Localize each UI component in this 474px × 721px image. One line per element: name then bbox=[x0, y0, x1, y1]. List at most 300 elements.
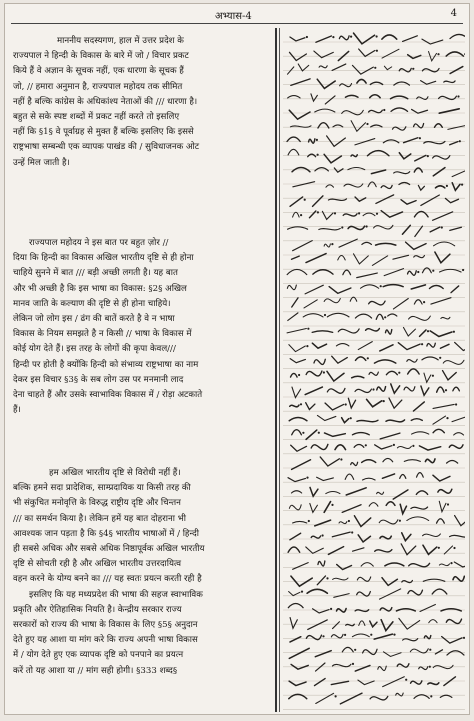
shorthand-stroke bbox=[455, 516, 465, 526]
shorthand-dot bbox=[306, 477, 308, 479]
text-line: और भी अच्छी है कि इस भाषा का विकास: §2§ अखिल bbox=[13, 282, 271, 297]
shorthand-stroke bbox=[380, 345, 393, 351]
shorthand-stroke bbox=[433, 156, 450, 160]
shorthand-stroke bbox=[401, 200, 416, 204]
shorthand-dot bbox=[450, 562, 452, 564]
shorthand-dot bbox=[376, 213, 378, 215]
shorthand-stroke bbox=[409, 563, 430, 566]
shorthand-stroke bbox=[386, 502, 395, 506]
shorthand-stroke bbox=[388, 314, 397, 316]
shorthand-stroke bbox=[342, 418, 349, 423]
text-line: हिन्दी पर होती है क्योंकि हिन्दी को संभाव्य राष्ट्रभाषा का नाम bbox=[13, 358, 271, 373]
shorthand-dot bbox=[439, 357, 441, 359]
shorthand-stroke bbox=[361, 563, 373, 566]
shorthand-stroke bbox=[314, 359, 325, 364]
shorthand-stroke bbox=[288, 478, 305, 482]
shorthand-stroke bbox=[319, 66, 327, 68]
shorthand-stroke bbox=[315, 109, 335, 112]
shorthand-dot bbox=[302, 432, 304, 434]
shorthand-dot bbox=[412, 445, 414, 447]
shorthand-stroke bbox=[421, 386, 429, 395]
shorthand-stroke bbox=[292, 256, 300, 259]
shorthand-dot bbox=[441, 226, 443, 228]
shorthand-stroke bbox=[393, 255, 409, 259]
shorthand-stroke bbox=[367, 151, 388, 156]
shorthand-dot bbox=[300, 214, 302, 216]
shorthand-dot bbox=[447, 503, 449, 505]
shorthand-stroke bbox=[329, 287, 351, 294]
shorthand-dot bbox=[376, 50, 378, 52]
shorthand-dot bbox=[393, 634, 395, 636]
shorthand-dot bbox=[455, 403, 457, 405]
shorthand-stroke bbox=[288, 227, 308, 229]
shorthand-dot bbox=[383, 109, 385, 111]
shorthand-stroke bbox=[383, 285, 403, 287]
shorthand-dot bbox=[330, 608, 332, 610]
shorthand-stroke bbox=[377, 387, 386, 392]
shorthand-stroke bbox=[381, 211, 402, 218]
shorthand-stroke bbox=[332, 356, 348, 363]
shorthand-stroke bbox=[453, 387, 460, 391]
shorthand-stroke bbox=[415, 226, 423, 236]
shorthand-stroke bbox=[433, 429, 444, 432]
shorthand-stroke bbox=[317, 477, 334, 480]
shorthand-stroke bbox=[442, 637, 462, 644]
text-line: देते हुए यह आशा या मांग करे कि राज्य अपनी भाषा विकास bbox=[13, 633, 271, 648]
shorthand-stroke bbox=[287, 137, 300, 141]
shorthand-dot bbox=[427, 330, 429, 332]
shorthand-stroke bbox=[413, 402, 424, 411]
text-line: देकर इस विचार §3§ के सब लोग उस पर मनमानी लाद bbox=[13, 373, 271, 388]
shorthand-stroke bbox=[391, 108, 408, 111]
shorthand-dot bbox=[304, 199, 306, 201]
shorthand-stroke bbox=[306, 371, 322, 376]
shorthand-stroke bbox=[376, 195, 394, 204]
shorthand-stroke bbox=[427, 343, 435, 347]
shorthand-stroke bbox=[369, 110, 383, 113]
shorthand-stroke bbox=[369, 503, 378, 507]
shorthand-dot bbox=[427, 155, 429, 157]
shorthand-stroke bbox=[435, 186, 444, 188]
shorthand-stroke bbox=[304, 300, 317, 308]
shorthand-stroke bbox=[439, 564, 449, 566]
shorthand-stroke bbox=[288, 547, 300, 552]
paragraph-1 bbox=[13, 34, 271, 171]
shorthand-stroke bbox=[399, 618, 420, 629]
shorthand-stroke bbox=[381, 185, 392, 188]
shorthand-stroke bbox=[314, 51, 333, 58]
shorthand-stroke bbox=[419, 446, 440, 450]
shorthand-stroke bbox=[416, 491, 427, 495]
shorthand-stroke bbox=[352, 65, 373, 74]
shorthand-stroke bbox=[298, 64, 308, 71]
shorthand-stroke bbox=[422, 268, 431, 273]
shorthand-stroke bbox=[447, 651, 464, 655]
text-line: सरकारों को राज्य की भाषा के विकास के लिए §5§ अनुदान bbox=[13, 618, 271, 633]
shorthand-stroke bbox=[313, 609, 330, 613]
page-number: 4 bbox=[451, 8, 457, 19]
shorthand-stroke bbox=[371, 125, 382, 127]
shorthand-stroke bbox=[311, 536, 320, 538]
shorthand-stroke bbox=[441, 317, 450, 319]
shorthand-stroke bbox=[417, 473, 424, 478]
shorthand-stroke bbox=[421, 81, 436, 85]
header-rule bbox=[11, 23, 463, 24]
shorthand-stroke bbox=[293, 212, 300, 217]
shorthand-stroke bbox=[450, 535, 465, 537]
shorthand-stroke bbox=[342, 110, 364, 115]
shorthand-stroke bbox=[400, 504, 406, 513]
shorthand-dot bbox=[348, 520, 350, 522]
shorthand-dot bbox=[372, 388, 374, 390]
shorthand-stroke bbox=[382, 35, 397, 39]
shorthand-stroke bbox=[289, 648, 309, 658]
shorthand-stroke bbox=[435, 124, 443, 127]
column-divider-inner bbox=[279, 28, 280, 712]
shorthand-stroke bbox=[438, 489, 452, 493]
shorthand-stroke bbox=[434, 242, 455, 246]
shorthand-stroke bbox=[385, 563, 404, 566]
shorthand-stroke bbox=[380, 536, 391, 539]
shorthand-stroke bbox=[291, 491, 301, 493]
shorthand-stroke bbox=[288, 604, 303, 608]
shorthand-stroke bbox=[371, 170, 385, 174]
shorthand-stroke bbox=[439, 109, 459, 113]
shorthand-stroke bbox=[444, 81, 455, 83]
shorthand-stroke bbox=[375, 550, 392, 552]
text-line: लेकिन जो लोग इस / ढंग की बातें करते है वे न भाषा bbox=[13, 312, 271, 327]
shorthand-stroke bbox=[292, 430, 302, 435]
shorthand-stroke bbox=[293, 563, 309, 570]
shorthand-dot bbox=[412, 68, 414, 70]
shorthand-stroke bbox=[357, 273, 378, 278]
shorthand-stroke bbox=[343, 214, 357, 216]
shorthand-stroke bbox=[375, 445, 392, 449]
shorthand-stroke bbox=[444, 546, 452, 554]
shorthand-stroke bbox=[311, 94, 317, 101]
shorthand-dot bbox=[332, 36, 334, 38]
shorthand-exercise-page bbox=[4, 3, 470, 715]
shorthand-dot bbox=[399, 520, 401, 522]
shorthand-stroke bbox=[320, 457, 339, 466]
shorthand-dot bbox=[445, 389, 447, 391]
shorthand-dot bbox=[366, 225, 368, 227]
shorthand-stroke bbox=[443, 371, 457, 380]
text-line: नहीं है बल्कि कांग्रेस के अधिकांश्य नेताओं की /// धारणा है। bbox=[13, 95, 271, 110]
shorthand-stroke bbox=[376, 314, 383, 319]
shorthand-stroke bbox=[437, 519, 445, 523]
shorthand-stroke bbox=[359, 621, 365, 626]
shorthand-stroke bbox=[396, 693, 403, 696]
shorthand-stroke bbox=[332, 532, 350, 537]
shorthand-dot bbox=[306, 36, 308, 38]
shorthand-stroke bbox=[339, 239, 357, 247]
shorthand-stroke bbox=[303, 314, 323, 317]
shorthand-stroke bbox=[425, 459, 435, 463]
shorthand-dot bbox=[350, 417, 352, 419]
shorthand-dot bbox=[334, 212, 336, 214]
shorthand-stroke bbox=[380, 433, 400, 439]
shorthand-stroke bbox=[289, 681, 306, 685]
shorthand-dot bbox=[345, 403, 347, 405]
shorthand-stroke bbox=[403, 639, 418, 641]
shorthand-dot bbox=[419, 137, 421, 139]
shorthand-stroke bbox=[370, 696, 388, 700]
shorthand-stroke bbox=[357, 420, 378, 421]
shorthand-stroke bbox=[352, 433, 369, 435]
shorthand-stroke bbox=[383, 458, 393, 461]
shorthand-stroke bbox=[352, 376, 364, 378]
shorthand-stroke bbox=[313, 196, 323, 206]
text-line: राज्यपाल महोदय ने इस बात पर बहुत ज़ोर // bbox=[13, 236, 271, 251]
shorthand-stroke bbox=[379, 520, 398, 524]
shorthand-stroke bbox=[424, 373, 431, 382]
shorthand-dot bbox=[331, 243, 333, 245]
text-line: इसलिए कि यह मध्यप्रदेश की भाषा की सहज स्वाभाविक bbox=[13, 588, 271, 603]
text-line: जो, // हमारा अनुमान है, राज्यपाल महोदय तक सीमित bbox=[13, 80, 271, 95]
shorthand-stroke bbox=[355, 139, 375, 145]
shorthand-stroke bbox=[374, 225, 393, 229]
shorthand-stroke bbox=[289, 110, 310, 119]
shorthand-stroke bbox=[403, 327, 415, 336]
shorthand-dot bbox=[323, 371, 325, 373]
shorthand-stroke bbox=[342, 647, 353, 651]
shorthand-stroke bbox=[308, 620, 327, 630]
shorthand-stroke bbox=[424, 141, 445, 143]
shorthand-stroke bbox=[362, 460, 376, 463]
shorthand-stroke bbox=[287, 269, 307, 274]
shorthand-dot bbox=[417, 271, 419, 273]
shorthand-stroke bbox=[332, 64, 346, 70]
shorthand-stroke bbox=[443, 360, 464, 364]
shorthand-stroke bbox=[332, 664, 351, 666]
text-line: आवश्यक जान पड़ता है कि §4§ भारतीय भाषाओं में / हिन्दी bbox=[13, 527, 271, 542]
text-line: राज्यपाल ने हिन्दी के विकास के बारे में जो / विचार प्रकट bbox=[13, 49, 271, 64]
shorthand-stroke bbox=[414, 255, 425, 257]
shorthand-stroke bbox=[306, 403, 315, 410]
shorthand-stroke bbox=[383, 677, 405, 687]
shorthand-stroke bbox=[420, 330, 426, 336]
shorthand-dot bbox=[365, 444, 367, 446]
text-line: /// का समर्थन किया है। लेकिन हमें यह बात दोहराना भी bbox=[13, 512, 271, 527]
shorthand-stroke bbox=[289, 417, 307, 420]
text-line: विकास के नियम समझते है न किसी // भाषा के विकास में bbox=[13, 327, 271, 342]
shorthand-stroke bbox=[293, 241, 313, 251]
paragraph-3 bbox=[13, 466, 271, 679]
shorthand-stroke bbox=[418, 185, 424, 190]
shorthand-stroke bbox=[380, 608, 392, 611]
shorthand-stroke bbox=[394, 172, 410, 174]
shorthand-stroke bbox=[397, 446, 411, 448]
shorthand-stroke bbox=[435, 252, 450, 263]
shorthand-stroke bbox=[289, 505, 301, 510]
shorthand-stroke bbox=[310, 487, 318, 496]
shorthand-stroke bbox=[324, 433, 345, 436]
shorthand-stroke bbox=[404, 138, 418, 143]
shorthand-stroke bbox=[318, 561, 325, 566]
shorthand-stroke bbox=[328, 199, 346, 201]
shorthand-stroke bbox=[355, 389, 371, 392]
shorthand-stroke bbox=[454, 562, 465, 567]
shorthand-stroke bbox=[319, 228, 340, 229]
shorthand-dot bbox=[350, 36, 352, 38]
shorthand-stroke bbox=[292, 387, 301, 397]
shorthand-dot bbox=[437, 53, 439, 55]
shorthand-stroke bbox=[420, 604, 435, 611]
shorthand-stroke bbox=[351, 121, 365, 132]
shorthand-dot bbox=[384, 316, 386, 318]
shorthand-stroke bbox=[363, 213, 375, 216]
shorthand-dot bbox=[464, 53, 465, 55]
shorthand-dot bbox=[453, 547, 455, 549]
shorthand-stroke bbox=[338, 256, 345, 260]
shorthand-stroke bbox=[431, 298, 451, 304]
text-line: दृष्टि से सोचती रही है और अखिल भारतीय उत्तरदायित्व bbox=[13, 557, 271, 572]
shorthand-stroke bbox=[287, 328, 306, 332]
shorthand-stroke bbox=[337, 564, 352, 569]
shorthand-dot bbox=[335, 695, 337, 697]
shorthand-stroke bbox=[345, 474, 354, 479]
shorthand-dot bbox=[317, 154, 319, 156]
shorthand-stroke bbox=[433, 416, 446, 424]
shorthand-dot bbox=[366, 123, 368, 125]
shorthand-stroke bbox=[423, 579, 445, 581]
shorthand-stroke bbox=[429, 620, 437, 623]
text-line: प्रकृति और ऐतिहासिक नियति है। केन्द्रीय सरकार राज्य bbox=[13, 603, 271, 618]
shorthand-dot bbox=[322, 635, 324, 637]
shorthand-stroke bbox=[402, 533, 411, 541]
shorthand-stroke bbox=[315, 651, 331, 657]
shorthand-dot bbox=[354, 649, 356, 651]
shorthand-dot bbox=[463, 637, 465, 639]
text-line: राष्ट्रभाषा सम्बन्धी एक व्यापक पाखंड की / सुविधाजनक ओट bbox=[13, 140, 271, 155]
shorthand-stroke bbox=[309, 139, 315, 143]
shorthand-stroke bbox=[402, 580, 413, 582]
shorthand-stroke bbox=[331, 681, 348, 684]
shorthand-stroke bbox=[290, 618, 297, 629]
shorthand-dot bbox=[380, 285, 382, 287]
shorthand-stroke bbox=[358, 535, 370, 542]
shorthand-stroke bbox=[384, 269, 403, 276]
shorthand-dot bbox=[370, 634, 372, 636]
shorthand-stroke bbox=[336, 344, 349, 346]
shorthand-dot bbox=[457, 95, 459, 97]
shorthand-stroke bbox=[339, 522, 347, 524]
shorthand-stroke bbox=[290, 359, 305, 363]
shorthand-stroke bbox=[291, 373, 298, 377]
shorthand-stroke bbox=[291, 576, 312, 586]
shorthand-stroke bbox=[411, 419, 422, 421]
shorthand-stroke bbox=[430, 227, 440, 232]
shorthand-stroke bbox=[411, 285, 425, 289]
shorthand-stroke bbox=[400, 475, 406, 479]
shorthand-stroke bbox=[306, 430, 317, 439]
text-line: बल्कि हमने सदा प्रादेशिक, साम्प्रदायिक या किसी तरह की bbox=[13, 481, 271, 496]
shorthand-dot bbox=[358, 212, 360, 214]
shorthand-stroke bbox=[306, 547, 323, 553]
shorthand-stroke bbox=[346, 488, 366, 495]
shorthand-stroke bbox=[433, 404, 454, 408]
shorthand-dot bbox=[432, 375, 434, 377]
shorthand-stroke bbox=[409, 316, 431, 320]
shorthand-stroke bbox=[385, 330, 391, 335]
shorthand-stroke bbox=[391, 384, 400, 393]
text-line: हम अखिल भारतीय दृष्टि से विरोधी नहीं हैं। bbox=[13, 466, 271, 481]
shorthand-stroke bbox=[446, 52, 463, 56]
shorthand-dot bbox=[324, 314, 326, 316]
shorthand-stroke bbox=[355, 197, 366, 201]
text-line: भी संकुचित मनोवृत्ति के विरुद्ध राष्ट्रीय दृष्टि और चिन्तन bbox=[13, 496, 271, 511]
text-line: हैं। bbox=[13, 403, 271, 418]
shorthand-stroke bbox=[407, 359, 417, 362]
shorthand-stroke bbox=[348, 167, 365, 169]
shorthand-dot bbox=[317, 211, 319, 213]
shorthand-dot bbox=[453, 331, 455, 333]
shorthand-stroke bbox=[344, 184, 363, 187]
text-line: नहीं कि §1§ वे पूर्वाग्रह से मुक्त हैं बल्कि इसलिए कि इससे bbox=[13, 125, 271, 140]
shorthand-dot bbox=[432, 270, 434, 272]
shorthand-stroke bbox=[340, 693, 362, 704]
shorthand-stroke bbox=[430, 331, 452, 337]
shorthand-stroke bbox=[343, 270, 351, 275]
shorthand-column bbox=[283, 28, 465, 712]
shorthand-stroke bbox=[334, 594, 349, 598]
shorthand-stroke bbox=[408, 369, 420, 374]
shorthand-stroke bbox=[326, 492, 340, 494]
shorthand-dot bbox=[462, 269, 464, 271]
shorthand-stroke bbox=[455, 342, 465, 350]
shorthand-stroke bbox=[293, 521, 307, 523]
shorthand-stroke bbox=[369, 372, 378, 375]
shorthand-stroke bbox=[389, 398, 402, 408]
shorthand-dot bbox=[326, 577, 328, 579]
shorthand-stroke bbox=[382, 49, 399, 58]
shorthand-stroke bbox=[288, 313, 298, 321]
shorthand-stroke bbox=[305, 285, 323, 294]
shorthand-dot bbox=[340, 458, 342, 460]
shorthand-stroke bbox=[331, 634, 343, 638]
shorthand-stroke bbox=[316, 693, 334, 703]
shorthand-stroke bbox=[454, 433, 464, 435]
text-line: देना चाहते हैं और उसके स्वाभाविक विकास में / रोड़ा अटकाते bbox=[13, 388, 271, 403]
shorthand-dot bbox=[341, 226, 343, 228]
shorthand-stroke bbox=[406, 242, 427, 249]
shorthand-stroke bbox=[356, 357, 366, 360]
shorthand-dot bbox=[398, 372, 400, 374]
shorthand-stroke bbox=[354, 445, 364, 448]
shorthand-stroke bbox=[315, 168, 329, 171]
text-line: बहुत से सके स्पष्ट शब्दों में प्रकट नहीं करते तो इसलिए bbox=[13, 110, 271, 125]
shorthand-dot bbox=[393, 444, 395, 446]
shorthand-stroke bbox=[287, 285, 296, 290]
handwritten-shorthand-outlines bbox=[283, 28, 465, 712]
shorthand-stroke bbox=[447, 460, 458, 463]
shorthand-stroke bbox=[355, 665, 370, 671]
shorthand-stroke bbox=[398, 343, 420, 350]
shorthand-stroke bbox=[309, 211, 315, 218]
shorthand-stroke bbox=[384, 66, 391, 70]
shorthand-stroke bbox=[433, 168, 445, 176]
shorthand-stroke bbox=[345, 95, 358, 97]
shorthand-stroke bbox=[353, 254, 368, 264]
shorthand-stroke bbox=[408, 271, 417, 276]
shorthand-stroke bbox=[312, 343, 326, 348]
shorthand-stroke bbox=[440, 269, 462, 272]
shorthand-stroke bbox=[386, 420, 405, 422]
text-line: ही सबसे अधिक और सबसे अधिक निष्ठापूर्वक अखिल भारतीय bbox=[13, 542, 271, 557]
column-divider bbox=[275, 28, 277, 712]
shorthand-dot bbox=[298, 374, 300, 376]
